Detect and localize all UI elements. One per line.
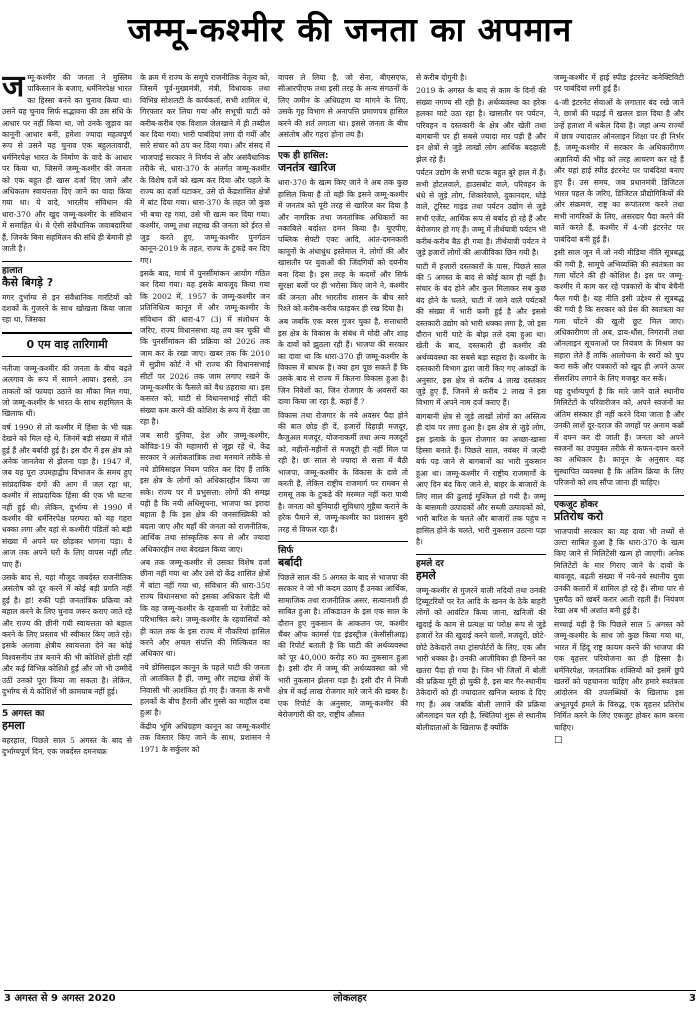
subheading-line-2: हमले bbox=[416, 568, 436, 582]
paragraph: नये डोमिसाइल कानून के पहले घाटी की जनता तो आतंकित है ही, जम्मू और लद्दाख क्षेत्रों के निवासी भी आशंकित हो गए हैं। जनता के सभी हलकों के बीच हैरानी और गुस्से का माहौल दबा हुआ है। bbox=[140, 662, 270, 718]
paragraph: जम्मू-कश्मीर में हाई स्पीड इंटरनेट कनेक्टिविटी पर पाबंदियां लगी हुई हैं। bbox=[554, 73, 684, 94]
subheading-line-2: बर्बादी bbox=[278, 556, 303, 570]
subheading-line-1: हमले दर bbox=[416, 558, 444, 569]
paragraph: 2019 के अगस्त के बाद से काम के दिनों की संख्या नगण्य सी रही है। अर्थव्यवस्था का हरेक हलका घाटे उठा रहा है। खासतौर पर पर्यटन, परिवहन व दस्तकारी के क्षेत्र और खेती तथा बागबानी पर ही सबसे ज्यादा मार पड़ी है और इन क्षेत्रों से जुड़े लाखों लोग आर्थिक बदहाली झेल रहे हैं। bbox=[416, 86, 546, 164]
paragraph: बहरहाल, पिछले साल 5 अगस्त के बाद से दुर्भाग्यपूर्ण दिन, एक जबर्दस्त दमनचक्र bbox=[2, 735, 132, 756]
column-2 bbox=[140, 72, 270, 980]
paragraph: 4-जी इंटरनेट सेवाओं के लगातार बंद रखे जाने ने, छात्रों की पढ़ाई में खलल डाल दिया है और उन्हें हताशा में धकेल दिया है। जहां अन्य राज्यों में छात्र ज्यादातर ऑनलाइन शिक्षा पर ही निर्भर हैं, जम्मू-कश्मीर में सरकार के अधिकारीगण अज्ञानियों की भीड़ को तरह आचरण कर रहे हैं और यहां हाई स्पीड इंटरनेट पर पाबंदियां बनाए हुए हैं। उस समय, जब प्रधानमंत्री डिजिटल भारत पहल के जरिए, डिजिटल प्रौद्योगिकियों की ओर संक्रमण, राष्ट्र का रूपांतरण करने तथा सभी नागरिकों के लिए, असरदार पैदा करने की बातें करते हैं, कश्मीर में 4-जी इंटरनेट पर पाबंदियां बनी हुई हैं। bbox=[554, 97, 684, 244]
subheading bbox=[278, 146, 408, 174]
subheading-line-1: एक ही हासिल: bbox=[278, 151, 329, 162]
paragraph: भाजपायी सरकार का यह दावा भी तथ्यों से उल्टा साबित हुआ है कि धारा-370 के खत्म किए जाने से मिलिटेंसी खत्म हो जाएगी। अनेक मिलिटेंटों के मार गिराए जाने के दावों के बावजूद, बढ़ती संख्या में नये-नये स्थानीय युवा उनकी कतारों में शामिल हो रहे हैं। सीमा पार से घुसपैठ को खबरें करार आती रहती हैं। नियंत्रण रेखा अब भी अशांत बनी हुई है। bbox=[554, 526, 684, 616]
paragraph: जब सारी दुनिया, देश और जम्मू-कश्मीर, कोविड-19 की महामारी से जूझ रहे थे, केंद्र सरकार ने अलोकतांत्रिक तथा मनमाने तरीके से नये डोमिसाइल नियम पारित कर दिए हैं ताकि इस क्षेत्र के लोगों को अधिकारहीन किया जा सके। राज्य पर में प्रभुसत्ता: लोगों की समझ यही है कि नयी अधिसूचना, भाजपा का इरादा बहाता है कि इस क्षेत्र की जनसांख्यिकी को बदला जाए और यहाँ की जनता को राजनीतिक, आर्थिक तथा सांस्कृतिक रूप से और ज्यादा अधिकारहीन तथा बेदखल किया जाए। bbox=[140, 430, 270, 554]
subheading-line-2: हमला bbox=[2, 718, 25, 732]
subheading bbox=[278, 541, 408, 569]
subheading-line-1: हालात bbox=[2, 265, 23, 276]
column-3 bbox=[278, 72, 408, 980]
paragraph: विकास तथा रोजगार के नये अवसर पैदा होने की बात छोड़ ही दें, हजारों दिहाड़ी मजदूर, कैजुअल मजदूर, योजनाकर्मी तथा अन्य मजदूरों को, महीनों-महीनों से मजदूरी ही नहीं मिल पा रही है। छः साल से ज्यादा से सत्ता में बैठी भाजपा, जम्मू-कश्मीर के विकास के दावे तो करती है, लेकिन राष्ट्रीय राजमार्ग पर रामबन से रामसू तक के टुकड़े की मरम्मत नहीं करा पायी है। जनता को बुनियादी सुविधाएं मुहैया कराने के हरेक पैमाने से, जम्मू-कश्मीर का प्रशासन बुरी तरह से विफल रहा है। bbox=[278, 410, 408, 534]
column-4 bbox=[416, 72, 546, 980]
byline-box: 0 एम वाइ तारिगामी bbox=[2, 332, 132, 357]
column-1 bbox=[2, 72, 132, 980]
subheading-line-2: प्रतिरोध करो bbox=[554, 509, 604, 523]
paragraph: घाटी में हजारों दस्तकारों के पास, पिछले साल की 5 अगस्त के बाद से कोई काम ही नहीं है। संचार के बंद होने और कुल मिलाकर सब कुछ बंद होने के चलते, घाटी में जाने वाले पर्यटकों की संख्या में भारी कमी हुई है और इससे दस्तकारी उद्योग को भारी धक्का लगा है, जो इस दौरान भारी घाटे के बोझ तले दबा हुआ था। खेती के बाद, दस्तकारी ही कश्मीर की अर्थव्यवस्था का सबसे बड़ा सहारा है। कश्मीर के दस्तकारी विभाग द्वारा जारी किए गए आंकड़ों के अनुसार, इस क्षेत्र से करीब 4 लाख दस्तकार जुड़े हुए हैं, जिनमें से करीब 2 लाख ने इस विभाग में अपने नाम दर्ज कराए हैं। bbox=[416, 261, 546, 408]
subheading bbox=[416, 554, 546, 582]
subheading-line-1: 5 अगस्त का bbox=[2, 708, 45, 719]
paragraph-text: म्मू-कश्मीर की जनता ने मुस्लिम पाकिस्तान के बजाए, धर्मनिरपेक्ष भारत का हिस्सा बनने का चुनाव किया था। उसने यह चुनाव सिर्फ सद्भावना की उस संधि के आधार पर नहीं किया था, जो उनके जुड़ाव का कानूनी आधार बनी, हमेशा ज्यादा महत्वपूर्ण रूप से उसने यह चुनाव एक बहुलतावादी, धर्मनिरपेक्ष भारत के निर्माण के वादे के आधार पर किया था, जिसमें जम्मू-कश्मीर की जनता को एक बहुत ही खास दर्जा दिए जाने और अधिकतम स्वायत्तता दिए जाने का वादा किया गया था। ये वादे, भारतीय संविधान की धारा-370 और खुद जम्मू-कश्मीर के संविधान में समाहित थे। ये ऐसी संवैधानिक जवाबदारियां हैं, जिनके बिना सहमिलन की संधि ही बेमानी हो जाती है। bbox=[2, 73, 132, 254]
subheading bbox=[2, 261, 132, 289]
paragraph: इसके बाद, मार्च में पुनर्सीमांकन आयोग गठित कर दिया गया। यह इसके बावजूद किया गया कि 2002 में, 1957 के जम्मू-कश्मीर जन प्रतिनिधित्व कानून में और जम्मू-कश्मीर के संविधान की धारा-47 (3) में संशोधन के जरिए, राज्य विधानसभा यह तय कर चुकी थी कि पुनर्सीमांकन की प्रक्रिया को 2026 तक जाम कर के रखा जाए। खबर तक कि 2010 में सुप्रीम कोर्ट ने भी राज्य की विधानसभाई सीटों पर 2026 तक जाम लगाए रखने के जम्मू-कश्मीर के फैसले को वैध ठहराया था। इस कसरत को, घाटी से विधानसभाई सीटों की संख्या कम करने की कोशिश के रूप में देखा जा रहा है। bbox=[140, 268, 270, 427]
page-number: 3 bbox=[689, 993, 696, 1004]
paragraph: वर्ष 1990 से तो कश्मीर में हिंसा के भी चक्र देखने को मिल रहे थे, जिनमें बड़ी संख्या में मौतें हुई हैं और बर्बादी हुई है। इस दौर में इस क्षेत्र को अनेक जानलेवा से झेलना पड़ा है। 1947 में, जब यह पूरा उपमहाद्वीप विभाजन के समय हुए सांप्रदायिक दंगों की आग में जल रहा था, कश्मीर में सांप्रदायिक हिंसा की एक भी घटना नहीं हुई थी। लेकिन, दुर्भाग्य से 1990 में कश्मीर की धर्मनिरपेक्ष परम्परा को यह गहरा धक्का लगा और वहां से कश्मीरी पंडितों को बड़ी संख्या में अपने घर छोड़कर भागना पड़ा। वे आज तक अपने घरों के लिए वापस नहीं लौट पाए हैं। bbox=[2, 422, 132, 569]
issue-date: 3 अगस्त से 9 अगस्त 2020 bbox=[4, 993, 116, 1004]
paragraph: जम्मू-कश्मीर से गुजरने वाली नदियों तथा उनकी ट्रिब्यूटरियों पर रेत आदि के खनन के ठेके बाहरी लोगों को आवंटित किया जाना, खनिजों की खुदाई के काम से प्रत्यक्ष या परोक्ष रूप से जुड़े हजारों रेत की खुदाई करने वालों, मजदूरों, छोटे-छोटे ठेकेदारों तथा ट्रांसपोर्टरों के लिए, एक और भारी धक्का है। उनकी आजीविका ही छिनने का खतरा पैदा हो गया है। जिन भी जिलों में बोली की प्रक्रिया पूरी हो चुकी है, इस बार गैर-स्थानीय ठेकेदारों को ही ज्यादातर खनिज ब्लाक दे दिए गए हैं। अब जबकि बोली लगाने की प्रक्रिया ऑनलाइन चल रही है, स्थितियां शुरू से स्थानीय बोलीदाताओं के खिलाफ हैं क्योंकि bbox=[416, 585, 546, 732]
subheading-line-1: सिर्फ bbox=[278, 546, 294, 557]
paragraph: इसी साल जून में जो नयी मीडिया नीति सूत्रबद्ध की गयी है, सामूचे अभिव्यक्ति की स्वतंत्रता का गला घोंटने की ही कोशिश है। इस पर जम्मू-कश्मीर में काम कर रहे पत्रकारों के बीच बेचैनी फैल गयी है। यह नीति इसी उद्देश्य से सूत्रबद्ध की गयी है कि सरकार को प्रेस की स्वतंत्रता का गला घोंटने की खुली छूट मिल जाए। अधिकारीगण तो अब, डाय-धौंस, निगरानी तथा ऑनलाइन सूचनाओं पर नियंत्रण के मिश्रण का सहारा लेते हैं ताकि आलोचना के स्वरों को चुप करा सकें और पत्रकारों को खुद ही अपने ऊपर सेंसरशिप लगाने के लिए मजबूर कर सकें। bbox=[554, 248, 684, 383]
subheading bbox=[554, 495, 684, 523]
article-columns bbox=[2, 72, 698, 980]
paragraph: उसके बाद से, यहां मौजूद जबर्दस्त राजनीतिक असंतोष को दूर करने में कोई बड़ी प्रगति नहीं हुई है। हां! रुकी पड़ी जनतांत्रिक प्रक्रिया को बहाल करने के लिए चुनाव जरूर कराए जाते रहे और राज्य की छीनी गयी स्वायत्तता को बहाल करने के लिए प्रस्ताव भी स्वीकार किए जाते रहे। इसके अलावा क्षेत्रीय स्वायत्तता देने का कोई विश्वसनीय तंत्र बनाने की भी कोशिशें होती रहीं और कई विभिन्न कोशिशें हुईं और जो भी उम्मीदें उठीं उनको पूरा किया जा सकता है। लेकिन, दुर्भाग्य से ये कोशिशें भी कामयाब नहीं हुई। bbox=[2, 573, 132, 697]
subheading-line-1: एकजुट होकर bbox=[554, 499, 598, 510]
paragraph bbox=[2, 72, 132, 255]
subheading-line-2: जनतंत्र खारिज bbox=[278, 161, 336, 175]
paragraph: अब जबकि एक बरस गुजर चुका है, सत्ताधारी इस क्षेत्र के विकास के संबंध में मोदी और शाह के दावों को झुठला रही हैं। भाजपा की सरकार का दावा था कि धारा-370 ही जम्मू-कश्मीर के विकास में बाधक है। क्या हम पूछ सकते हैं कि उसके बाद से राज्य में कितना विकास हुआ है। जिन निवेशों का, जिन रोजगार के अवसरों का दावा किया जा रहा है, कहां हैं ? bbox=[278, 317, 408, 407]
drop-cap: ज bbox=[2, 72, 25, 104]
paragraph: अब तक जम्मू-कश्मीर से उसका विशेष दर्जा छीना नहीं गया था और उसे दो केंद्र शासित क्षेत्रों में बांटा नहीं गया था, संविधान की धारा-35ए राज्य विधानसभा को इसका अधिकार देती थी कि वह जम्मू-कश्मीर के रहवासी या रेजीडेंट को परिभाषित करे। जम्मू-कश्मीर के रहवासियों को ही काल तक के इस राज्य में नौकरियां हासिल करने और अचल संपत्ति की मिल्कियत का अधिकार था। bbox=[140, 558, 270, 659]
paragraph: पिछले साल की 5 अगस्त के बाद से भाजपा की सरकार ने जो भी कदम उठाए हैं उनका आर्थिक, सामाजिक तथा राजनीतिक असर, सत्यानाशी ही साबित हुआ है। लॉकडाउन के इस एक साल के दौरान हुए नुकसान के आकलन पर, कश्मीर चैंबर ऑफ कामर्स एंड इंडस्ट्रीज (केसीसीआइ) की रिपोर्ट बताती है कि घाटी की अर्थव्यवस्था को पूर 40,000 करोड़ रु0 का नुकसान हुआ है। इसी दौर में जम्मू की अर्थव्यवस्था को भी भारी नुकसान झेलना पड़ा है। इसी दौर में निजी क्षेत्र में कई लाख रोजगार मारे जाने की खबर है। एक रिपोर्ट के अनुसार, जम्मू-कश्मीर की बेरोजगारी की दर, राष्ट्रीय औसत bbox=[278, 573, 408, 719]
end-mark: □ bbox=[554, 734, 563, 745]
paragraph: केंद्रीय भूमि अधिग्रहण कानून का जम्मू-कश्मीर तक विस्तार किए जाने के साथ, प्रशासन ने 1971 के सर्कुलर को bbox=[140, 721, 270, 754]
paragraph: मगर दुर्भाग्य से इन संवैधानिक गारंटियों को दशकों के गुजरने के साथ खोखला किया जाता रहा था, जिसका bbox=[2, 292, 132, 325]
paragraph: पर्यटन उद्योग के सभी घटक बहुत बुरे हाल में हैं। सभी होटलवाले, हाउसबोट वाले, परिवहन के धंधे से जुड़े लोग, शिकारेवाले, दुकानदार, घोड़े वाले, टूरिस्ट गाइड तथा पर्यटन उद्योग से जुड़े सभी एजेंट, आर्थिक रूप से बर्बाद हो रहे हैं और बेरोजगार हो गए हैं। जम्मू में तीर्थयात्री पर्यटन भी करीब-करीब बैठ ही गया है। तीर्थयात्री पर्यटन ने जुड़े हजारों लोगों की आजीविका छिन गयी है। bbox=[416, 168, 546, 258]
paragraph: के क्रम में राज्य के समूचे राजनीतिक नेतृत्व को, जिसमें पूर्व-मुख्यमंत्री, मंत्री, विधायक तथा विभिन्न सोशलटी के कार्यकर्ता, सभी शामिल थे, गिरफ्तार कर लिया गया और सभूची घाटी को करीब-करीब एक विशाल जेलखाने में ही तब्दील कर दिया गया। भारी पाबंदियां लगा दी गयीं और सारे संचार को ठप कर दिया गया। और संसद में भाजपाई सरकार ने निर्णय से और असंवैधानिक तरीके से, धारा-370 के अंतर्गत जम्मू-कश्मीर के विशेष दर्जे को खत्म कर दिया और पहले के राज्य का दर्जा घटाकर, उसे दो केंद्रशासित क्षेत्रों में बांट दिया गया। धारा-370 के तहत जो कुछ भी बचा रह गया, उसे भी खत्म कर दिया गया। कश्मीर, जम्मू तथा लद्दाख की जनता को ईरत से जुड़ करते हुए, जम्मू-कश्मीर पुनर्गठन कानून-2019 के तहत, राज्य के टुकड़े कर दिए गए। bbox=[140, 73, 270, 265]
publication-name: लोकलहर bbox=[333, 993, 367, 1004]
subheading-line-2: कैसे बिगड़े ? bbox=[2, 275, 54, 289]
page-footer bbox=[4, 990, 696, 1007]
paragraph: वापस ले लिया है, जो सेना, बीएसएफ, सीआरपीएफ तथा इसी तरह के अन्य संगठनों के लिए जमीन के अधिग्रहण या मांगने के लिए, उसके गृह विभाग से अनापत्ति प्रमाणपत्र हासिल करने की शर्त लगाता था। इससे जनता के बीच असंतोष और गहरा होना तय है। bbox=[278, 73, 408, 140]
paragraph: धारा-370 के खत्म किए जाने ने अब तक कुछ हासिल किया है तो यही कि इसने जम्मू-कश्मीर में जनतंत्र को पूरी तरह से खारिज कर दिया है और नागरिक तथा जनतांत्रिक अधिकारों का नकाबिले बर्दाश्त दमन किया है। यूएपीए, पब्लिक सेफ्टी एक्ट आदि, आंत-दमनकारी कानूनों के अंधाधुंध इस्तेमाल ने, लोगों की और खासतौर पर युवाओं की जिंदगियों को दयनीय बना दिया है। इस तरह के कदमों और सिर्फ सुरक्षा बलों पर ही भरोसा किए जाने ने, कश्मीर की जनता और भारतीय शासन के बीच सारे रिश्ते को करीब-करीब फाड़कर ही रख दिया है। bbox=[278, 178, 408, 313]
headline: जम्मू-कश्मीर की जनता का अपमान bbox=[127, 10, 573, 49]
paragraph: नतीजा जम्मू-कश्मीर की जनता के बीच बढ़ते अलगाव के रूप में सामने आया। इससे, उन ताकतों को फायदा उठाने का मौका मिल गया, जो जम्मू-कश्मीर के भारत के साथ सहमिलन के खिलाफ थीं। bbox=[2, 363, 132, 419]
paragraph: से करीब दोगुनी है। bbox=[416, 73, 467, 82]
column-5 bbox=[554, 72, 684, 980]
subheading bbox=[2, 704, 132, 732]
paragraph: बागबानी क्षेत्र से जुड़े लाखों लोगों का अस्तित्व ही दांव पर लगा हुआ है। इस क्षेत्र से जुड़े लोग, इस इलाके के कुल रोजगार का अच्छा-खासा हिस्सा बनाते हैं। पिछले साल, नवंबर में जल्दी बर्फ पड़ जाने से बागबानों का भारी नुकसान हुआ था। जम्मू-कश्मीर में राष्ट्रीय राजमार्गों के आए दिन बंद किए जाने से, बाहर के बाजारों के लिए माल की ढुलाई मुश्किल हो गयी है। जम्मू के बासमती उत्पादकों और सब्जी उत्पादकों को, भारी बारिश के चलते और बाजारों तक पहुंच न हासिल होने के चलते, भारी नुकसान उठाना पड़ा है। bbox=[416, 411, 546, 547]
paragraph: सच्चाई यही है कि पिछले साल 5 अगस्त को जम्मू-कश्मीर के साथ जो कुछ किया गया था, भारत में हिंदू राष्ट्र कायम करने की भाजपा की एक वृहत्तर परियोजना का ही हिस्सा है। धर्मनिरपेक्ष, जनतांत्रिक शक्तियों को इसमें छुपे खतरों को पहचानना चाहिए और हमारे स्वतंत्रता आंदोलन की उपलब्धियों के खिलाफ इस अभूतपूर्व हमले के विरुद्ध, एक वृहत्तर प्रतिरोध निर्मित करने के लिए एकजुट होकर काम करना चाहिए। bbox=[554, 619, 684, 732]
paragraph: यह दुर्भाग्यपूर्ण है कि मारे जाने वाले स्थानीय मिलिटेंटों के परिवारीजन को, अपने स्वजनों का अंतिम संस्कार ही नहीं करने दिया जाता है और उनकी लाशें दूर-दराज की जगहों पर अनाम कब्रों में दफ्न कर दी जाती हैं। जनता को अपने स्वजनों का उपयुक्त तरीके से कफन-दफ्न करने का अधिकार है। कानून के अनुसार यह सुस्थापित व्यवस्था है कि अंतिम क्रिया के लिए परिजनों को शव सौंपा जाना ही चाहिए। bbox=[554, 386, 684, 488]
